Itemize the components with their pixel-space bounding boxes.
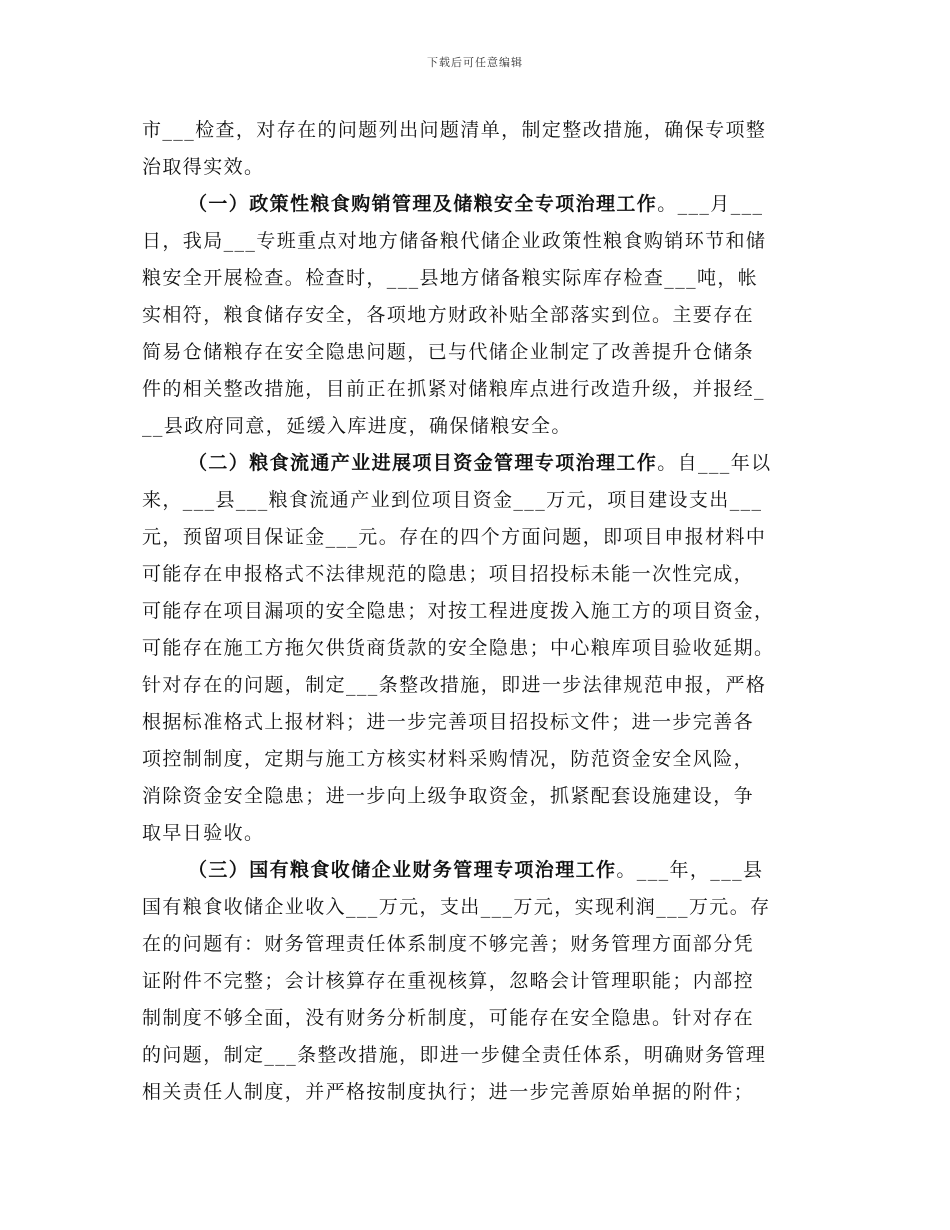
text-line: 市___检查，对存在的问题列出问题清单，制定整改措施，确保专项整 [142, 119, 767, 141]
text-line: 治取得实效。 [142, 156, 265, 178]
text-line: 件的相关整改措施，目前正在抓紧对储粮库点进行改造升级，并报经_ [142, 378, 765, 400]
text-line: 粮安全开展检查。检查时，___县地方储备粮实际库存检查___吨，帐 [142, 267, 759, 289]
section-heading-line [142, 186, 818, 223]
text-line: 可能存在申报格式不法律规范的隐患；项目招投标未能一次性完成， [142, 563, 755, 585]
text-line: 制制度不够全面，没有财务分析制度，可能存在安全隐患。针对存在 [142, 1007, 755, 1029]
text-line: 根据标准格式上报材料；进一步完善项目招投标文件；进一步完善各 [142, 711, 755, 733]
text-line: 证附件不完整；会计核算存在重视核算，忽略会计管理职能；内部控 [142, 970, 755, 992]
text-line: 的问题，制定___条整改措施，即进一步健全责任体系，明确财务管理 [142, 1044, 767, 1066]
text-line: 消除资金安全隐患；进一步向上级争取资金，抓紧配套设施建设，争 [142, 785, 755, 807]
text-run: 。___月___ [657, 193, 764, 215]
text-line: 可能存在施工方拖欠供货商货款的安全隐患；中心粮库项目验收延期。 [142, 637, 775, 659]
text-line: 来，___县___粮食流通产业到位项目资金___万元，项目建设支出___ [142, 489, 763, 511]
text-line: __县政府同意，延缓入库进度，确保储粮安全。 [142, 415, 572, 437]
text-line: 元，预留项目保证金___元。存在的四个方面问题，即项目申报材料中 [142, 526, 767, 548]
text-line: 国有粮食收储企业收入___万元，支出___万元，实现利润___万元。存 [142, 896, 771, 918]
section-heading-line [142, 852, 818, 889]
text-line: 取早日验收。 [142, 822, 265, 844]
text-line: 可能存在项目漏项的安全隐患；对按工程进度拨入施工方的项目资金， [142, 600, 775, 622]
section-heading: （一）政策性粮食购销管理及储粮安全专项治理工作 [188, 193, 658, 215]
page-header: 下载后可任意编辑 [427, 56, 523, 69]
text-line: 日，我局___专班重点对地方储备粮代储企业政策性粮食购销环节和储 [142, 230, 767, 252]
text-line: 相关责任人制度，并严格按制度执行；进一步完善原始单据的附件； [142, 1081, 755, 1103]
text-run: 。自___年以 [657, 452, 772, 474]
text-run: 。___年，___县 [616, 859, 764, 881]
text-line: 针对存在的问题，制定___条整改措施，即进一步法律规范申报，严格 [142, 674, 767, 696]
text-line: 简易仓储粮存在安全隐患问题，已与代储企业制定了改善提升仓储条 [142, 341, 755, 363]
text-line: 项控制制度，定期与施工方核实材料采购情况，防范资金安全风险， [142, 748, 755, 770]
section-heading: （三）国有粮食收储企业财务管理专项治理工作 [188, 859, 617, 881]
section-heading-line [142, 445, 818, 482]
section-heading: （二）粮食流通产业进展项目资金管理专项治理工作 [188, 452, 658, 474]
text-line: 在的问题有：财务管理责任体系制度不够完善；财务管理方面部分凭 [142, 933, 755, 955]
document-body [142, 112, 818, 1111]
text-line: 实相符，粮食储存安全，各项地方财政补贴全部落实到位。主要存在 [142, 304, 755, 326]
